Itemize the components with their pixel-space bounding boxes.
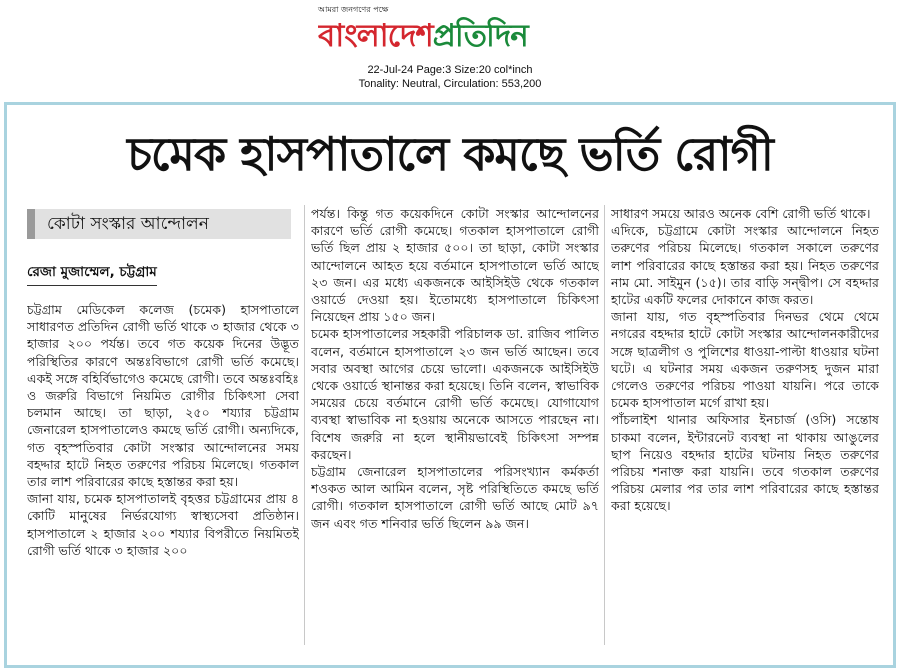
paragraph: চমেক হাসপাতালের সহকারী পরিচালক ডা. রাজিব পালিত বলেন, বর্তমানে হাসপাতালে ২৩ জন ভর্তি আছেন। তবে সবার অবস্থা আগের চেয়ে ভালো। একজনকে আইসিইউ থেকে ওয়ার্ডে স্থানান্তর করা হয়েছে। তিনি বলেন, স্বাভাবিক সময়ের চেয়ে বর্তমানে রোগী ভর্তি কমেছে। যোগাযোগ ব্যবস্থা স্বাভাবিক না হওয়ায় অনেকে আসতে পারছেন না। বিশেষ জরুরি না হলে স্থানীয়ভাবেই চিকিৎসা সম্পন্ন করছেন। xyxy=(311,326,599,462)
paragraph: পর্যন্ত। কিন্তু গত কয়েকদিনে কোটা সংস্কার আন্দোলনের কারণে ভর্তি রোগী কমেছে। গতকাল হাসপাতালে রোগী ভর্তি ছিল প্রায় ২ হাজার ৫০০। তা ছাড়া, কোটা সংস্কার আন্দোলনে আহত হয়ে বর্তমানে হাসপাতালে ভর্তি আছে ২৩ জন। এর মধ্যে একজনকে আইসিইউ থেকে গতকাল ওয়ার্ডে দেওয়া হয়। ইতোমধ্যে হাসপাতালে চিকিৎসা নিয়েছেন প্রায় ১৫০ জন। xyxy=(311,206,599,325)
article-headline: চমেক হাসপাতালে কমছে ভর্তি রোগী xyxy=(127,127,773,181)
masthead xyxy=(0,0,900,100)
article-column-1 xyxy=(27,301,299,651)
logo-part-2: প্রতিদিন xyxy=(432,18,528,54)
paragraph: জানা যায়, চমেক হাসপাতালই বৃহত্তর চট্টগ্রামের প্রায় ৪ কোটি মানুষের নির্ভরযোগ্য স্বাস্থ্যসেবা প্রতিষ্ঠান। হাসপাতালে ২ হাজার ২০০ শয্যার বিপরীতে নিয়মিতই রোগী ভর্তি থাকে ৩ হাজার ২০০ xyxy=(27,491,299,558)
article-clipping xyxy=(4,102,896,668)
logo-part-1: বাংলাদেশ xyxy=(318,18,433,54)
column-divider xyxy=(604,205,605,645)
clipping-meta-date: 22-Jul-24 Page:3 Size:20 col*inch xyxy=(367,64,533,76)
article-kicker: কোটা সংস্কার আন্দোলন xyxy=(27,209,291,239)
article-byline: রেজা মুজাম্মেল, চট্টগ্রাম xyxy=(27,261,157,286)
article-column-2 xyxy=(311,205,599,651)
column-divider xyxy=(304,205,305,645)
paragraph: এদিকে, চট্টগ্রামে কোটা সংস্কার আন্দোলনে নিহত তরুণের পরিচয় মিলেছে। গতকাল সকালে তরুণের লাশ পরিবারের কাছে হস্তান্তর করা হয়। নিহত তরুণের নাম মো. সাইমুন (১৫)। তার বাড়ি সন্দ্বীপ। সে বহদ্দার হাটের একটি ফলের দোকানে কাজ করত। xyxy=(611,223,879,308)
article-column-3 xyxy=(611,205,879,651)
paragraph: চট্টগ্রাম মেডিকেল কলেজ (চমেক) হাসপাতালে সাধারণত প্রতিদিন রোগী ভর্তি থাকে ৩ হাজার থেকে ৩ হাজার ২০০ পর্যন্ত। তবে গত কয়েক দিনের উদ্ভূত পরিস্থিতির কারণে অন্তঃবিভাগে রোগী ভর্তি কমেছে। একই সঙ্গে বহির্বিভাগেও কমেছে রোগী। তবে অন্তঃবহিঃ ও জরুরি বিভাগে নিয়মিত রোগীর চিকিৎসা সেবা চলমান আছে। তা ছাড়া, ২৫০ শয্যার চট্টগ্রাম জেনারেল হাসপাতালেও কমছে ভর্তি রোগী। অন্যদিকে, গত বৃহস্পতিবার কোটা সংস্কার আন্দোলনের সময় বহদ্দার হাটে নিহত তরুণের পরিচয় মিলেছে। গতকাল তার লাশ পরিবারের কাছে হস্তান্তর করা হয়। xyxy=(27,302,299,490)
masthead-tagline: আমরা জনগণের পক্ষে xyxy=(318,5,389,14)
clipping-meta-tonality: Tonality: Neutral, Circulation: 553,200 xyxy=(358,78,542,90)
paragraph: সাধারণ সময়ে আরও অনেক বেশি রোগী ভর্তি থাকে। xyxy=(611,206,871,221)
paragraph: চট্টগ্রাম জেনারেল হাসপাতালের পরিসংখ্যান কর্মকর্তা শওকত আল আমিন বলেন, সৃষ্ট পরিস্থিতিতে কমছে ভর্তি রোগী। গতকাল হাসপাতালে রোগী ভর্তি আছে মোট ৯৭ জন এবং গত শনিবার ভর্তি ছিলেন ৯৯ জন। xyxy=(311,464,599,531)
paragraph: জানা যায়, গত বৃহস্পতিবার দিনভর থেমে থেমে নগরের বহদ্দার হাটে কোটা সংস্কার আন্দোলনকারীদের সঙ্গে ছাত্রলীগ ও পুলিশের ধাওয়া-পাল্টা ধাওয়ার ঘটনা ঘটে। এ ঘটনার সময় একজন তরুণসহ দুজন মারা গেলেও তরুণের পরিচয় পাওয়া যায়নি। পরে তাকে চমেক হাসপাতাল মর্গে রাখা হয়। xyxy=(611,309,879,411)
paragraph: পাঁচলাইশ থানার অফিসার ইনচার্জ (ওসি) সন্তোষ চাকমা বলেন, ইন্টারনেট ব্যবস্থা না থাকায় আঙুলের ছাপ নিয়েও বহদ্দার হাটের ঘটনায় নিহত তরুণের পরিচয় শনাক্ত করা যায়নি। তবে গতকাল তরুণের পরিচয় মেলার পর তার লাশ পরিবারের কাছে হস্তান্তর করা হয়েছে। xyxy=(611,412,879,514)
newspaper-logo xyxy=(318,13,590,59)
